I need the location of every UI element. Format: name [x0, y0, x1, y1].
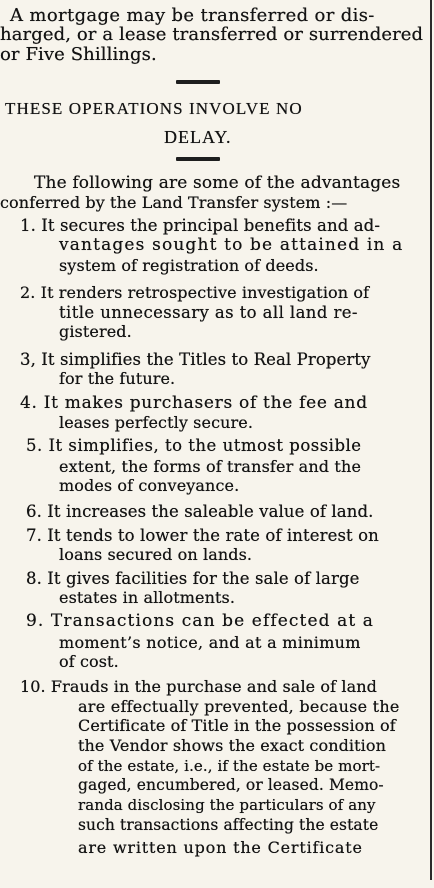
- text-line: The following are some of the advantages: [34, 173, 401, 193]
- text-line: Certificate of Title in the possession of: [78, 716, 396, 735]
- section-heading: THESE OPERATIONS INVOLVE NO: [5, 99, 303, 118]
- list-item-7: 7. It tends to lower the rate of interest on: [26, 526, 379, 545]
- list-item-1: 1. It secures the principal benefits and ad-: [20, 216, 380, 235]
- text-line: randa disclosing the particulars of any: [78, 796, 376, 814]
- text-line: of cost.: [59, 652, 119, 671]
- list-item-4: 4. It makes purchasers of the fee and: [20, 393, 368, 413]
- text-line: modes of conveyance.: [59, 476, 240, 495]
- text-line: conferred by the Land Transfer system :—: [0, 193, 348, 212]
- text-line: of the estate, i.e., if the estate be mort-: [78, 757, 381, 775]
- text-line: or Five Shillings.: [0, 44, 157, 65]
- list-item-3: 3, It simplifies the Titles to Real Property: [20, 350, 371, 369]
- list-item-8: 8. It gives facilities for the sale of large: [26, 569, 360, 588]
- list-item-2: 2. It renders retrospective investigation of: [20, 283, 370, 302]
- text-line: the Vendor shows the exact condition: [78, 736, 387, 755]
- text-line: are effectually prevented, because the: [78, 697, 400, 716]
- list-item-5: 5. It simplifies, to the utmost possible: [26, 436, 362, 455]
- list-item-9: 9. Transactions can be effected at a: [26, 611, 374, 631]
- text-line: system of registration of deeds.: [59, 256, 319, 275]
- text-line: gistered.: [59, 322, 132, 341]
- text-line: title unnecessary as to all land re-: [59, 303, 358, 322]
- text-line: are written upon the Certificate: [78, 838, 363, 857]
- text-line: harged, or a lease transferred or surrendered: [0, 24, 424, 45]
- text-line: such transactions affecting the estate: [78, 816, 379, 834]
- column-rule: [430, 0, 432, 880]
- section-heading-continued: DELAY.: [164, 127, 232, 147]
- list-item-6: 6. It increases the saleable value of land.: [26, 502, 374, 521]
- list-item-10: 10. Frauds in the purchase and sale of land: [20, 677, 377, 696]
- text-line: leases perfectly secure.: [59, 413, 254, 432]
- text-line: loans secured on lands.: [59, 545, 253, 564]
- text-line: A mortgage may be transferred or dis-: [10, 5, 375, 26]
- text-line: moment’s notice, and at a minimum: [59, 633, 361, 652]
- section-divider: [176, 80, 220, 84]
- text-line: gaged, encumbered, or leased. Memo-: [78, 776, 384, 794]
- text-line: estates in allotments.: [59, 588, 236, 607]
- section-divider: [176, 157, 220, 161]
- text-line: vantages sought to be attained in a: [59, 235, 404, 255]
- text-line: extent, the forms of transfer and the: [59, 457, 362, 476]
- text-line: for the future.: [59, 369, 176, 388]
